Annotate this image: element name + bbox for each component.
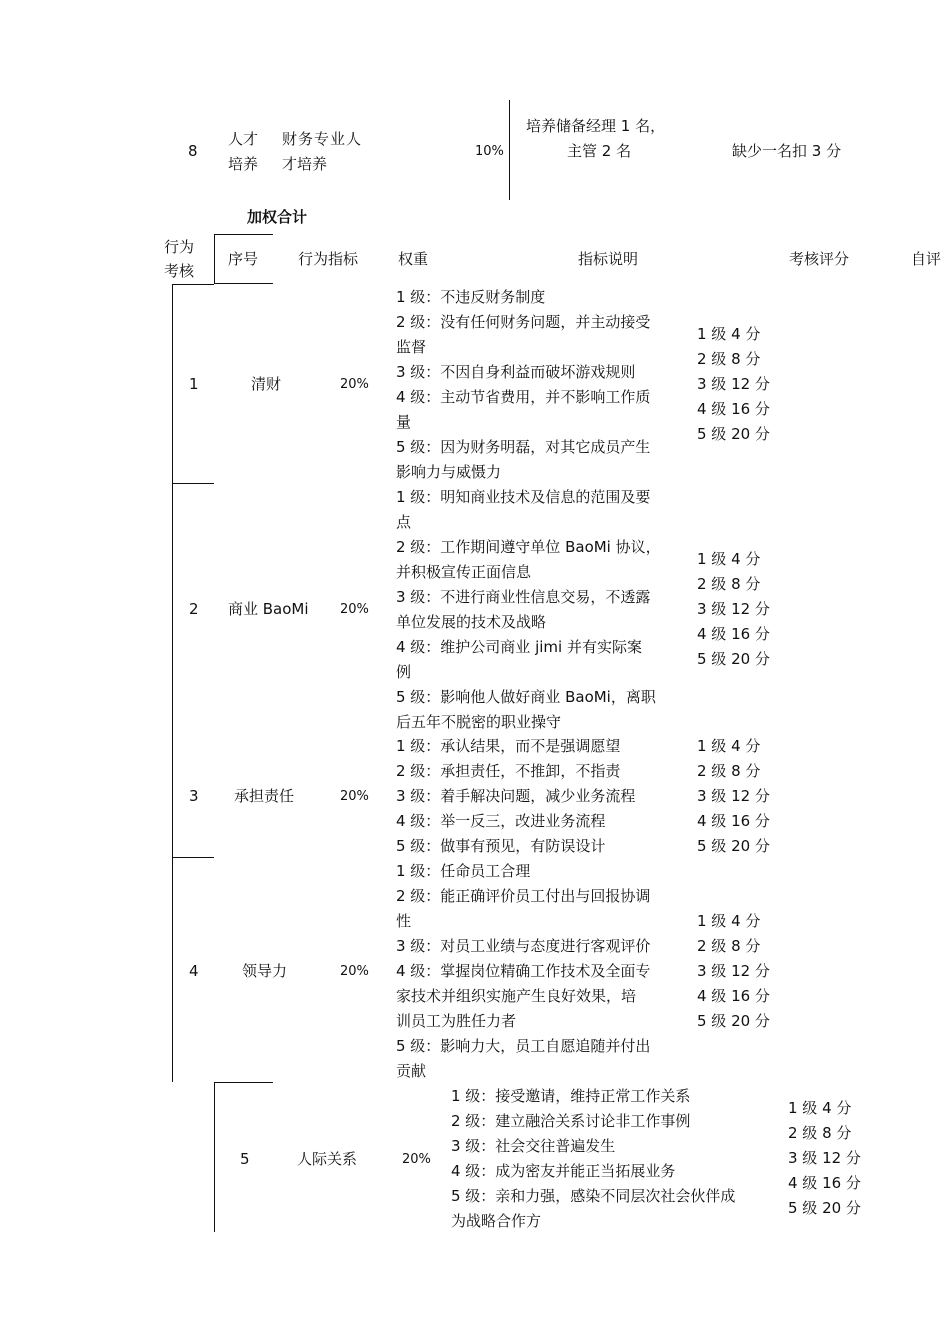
row3-desc-line: 3 级：着手解决问题，减少业务流程 bbox=[396, 787, 636, 805]
row4-scores bbox=[697, 909, 770, 1034]
header-seq: 序号 bbox=[228, 250, 259, 268]
header-self-eval: 自评 bbox=[911, 250, 942, 268]
row4-desc-line: 贡献 bbox=[396, 1062, 427, 1080]
row3-weight: 20% bbox=[340, 789, 369, 804]
row5-desc-line: 2 级：建立融洽关系讨论非工作事例 bbox=[451, 1112, 691, 1130]
row2-desc-line: 单位发展的技术及战略 bbox=[396, 613, 547, 631]
row2-scores bbox=[697, 547, 770, 672]
row5-weight: 20% bbox=[402, 1152, 431, 1167]
row8-category-line1: 人才 bbox=[228, 130, 259, 148]
row1-weight: 20% bbox=[340, 377, 369, 392]
row4-score-line: 5 级 20 分 bbox=[697, 1012, 770, 1030]
row5-desc-line: 4 级：成为密友并能正当拓展业务 bbox=[451, 1162, 676, 1180]
row8-penalty: 缺少一名扣 3 分 bbox=[732, 142, 842, 160]
row4-indicator: 领导力 bbox=[242, 962, 288, 980]
row1-score-line: 5 级 20 分 bbox=[697, 425, 770, 443]
row2-score-line: 2 级 8 分 bbox=[697, 575, 761, 593]
row3-desc-line: 5 级：做事有预见，有防误设计 bbox=[396, 837, 606, 855]
header-indicator: 行为指标 bbox=[298, 250, 359, 268]
row1-number: 1 bbox=[189, 375, 199, 393]
row5-score-line: 3 级 12 分 bbox=[788, 1149, 861, 1167]
row2-desc-line: 后五年不脱密的职业操守 bbox=[396, 713, 562, 731]
row4-desc-line: 3 级：对员工业绩与态度进行客观评价 bbox=[396, 937, 651, 955]
row1-desc-line: 监督 bbox=[396, 338, 427, 356]
row2-desc-line: 5 级：影响他人做好商业 BaoMi，离职 bbox=[396, 688, 656, 706]
row4-desc-line: 4 级：掌握岗位精确工作技术及全面专 bbox=[396, 962, 651, 980]
row5-desc-line: 1 级：接受邀请，维持正常工作关系 bbox=[451, 1087, 691, 1105]
row3-score-line: 5 级 20 分 bbox=[697, 837, 770, 855]
section-label-line1: 行为 bbox=[164, 238, 195, 256]
row3-indicator: 承担责任 bbox=[234, 787, 295, 805]
row3-score-line: 3 级 12 分 bbox=[697, 787, 770, 805]
row1-desc-line: 影响力与威慑力 bbox=[396, 463, 502, 481]
row3-score-line: 4 级 16 分 bbox=[697, 812, 770, 830]
header-bottom-border bbox=[214, 283, 273, 284]
row1-desc-line: 2 级：没有任何财务问题，并主动接受 bbox=[396, 313, 651, 331]
row2-score-line: 3 级 12 分 bbox=[697, 600, 770, 618]
row2-score-line: 5 级 20 分 bbox=[697, 650, 770, 668]
header-description: 指标说明 bbox=[578, 250, 639, 268]
row1-scores bbox=[697, 322, 770, 447]
row5-desc-line: 为战略合作方 bbox=[451, 1212, 542, 1230]
weighted-total-label: 加权合计 bbox=[247, 208, 308, 226]
row2-desc-line: 点 bbox=[396, 513, 412, 531]
row2-desc-line: 2 级：工作期间遵守单位 BaoMi 协议， bbox=[396, 538, 661, 556]
row2-number: 2 bbox=[189, 600, 199, 618]
header-weight: 权重 bbox=[398, 250, 429, 268]
header-left-border bbox=[214, 234, 215, 284]
row5-score-line: 4 级 16 分 bbox=[788, 1174, 861, 1192]
row1-score-line: 1 级 4 分 bbox=[697, 325, 761, 343]
section-top-border bbox=[172, 284, 214, 285]
row3-score-line: 1 级 4 分 bbox=[697, 737, 761, 755]
row5-desc-line: 5 级：亲和力强，感染不同层次社会伙伴成 bbox=[451, 1187, 736, 1205]
row4-desc-line: 5 级：影响力大，员工自愿追随并付出 bbox=[396, 1037, 651, 1055]
row4-weight: 20% bbox=[340, 964, 369, 979]
row8-number: 8 bbox=[188, 142, 198, 160]
row2-indicator: 商业 BaoMi bbox=[228, 600, 309, 618]
row2-score-line: 1 级 4 分 bbox=[697, 550, 761, 568]
row2-description bbox=[396, 485, 661, 735]
row1-desc-line: 5 级：因为财务明磊，对其它成员产生 bbox=[396, 438, 651, 456]
row4-score-line: 2 级 8 分 bbox=[697, 937, 761, 955]
row4-desc-line: 性 bbox=[396, 912, 412, 930]
header-scoring: 考核评分 bbox=[789, 250, 850, 268]
row-divider-1 bbox=[172, 483, 214, 484]
row5-description bbox=[451, 1084, 735, 1234]
section-label-line2: 考核 bbox=[164, 262, 195, 280]
row8-divider bbox=[509, 100, 510, 200]
row2-desc-line: 并积极宣传正面信息 bbox=[396, 563, 532, 581]
row5-left-border bbox=[214, 1082, 215, 1232]
row8-name-line1: 财务专业人 bbox=[282, 130, 363, 148]
row8-target-line1: 培养储备经理 1 名， bbox=[526, 117, 666, 135]
row4-score-line: 1 级 4 分 bbox=[697, 912, 761, 930]
row1-score-line: 3 级 12 分 bbox=[697, 375, 770, 393]
row4-desc-line: 2 级：能正确评价员工付出与回报协调 bbox=[396, 887, 651, 905]
row-divider-3 bbox=[172, 857, 214, 858]
row5-score-line: 1 级 4 分 bbox=[788, 1099, 852, 1117]
row4-desc-line: 1 级：任命员工合理 bbox=[396, 862, 531, 880]
row3-desc-line: 4 级：举一反三，改进业务流程 bbox=[396, 812, 606, 830]
row4-description bbox=[396, 859, 650, 1084]
row5-indicator: 人际关系 bbox=[297, 1150, 358, 1168]
row2-desc-line: 4 级：维护公司商业 jimi 并有实际案 bbox=[396, 638, 642, 656]
row1-score-line: 2 级 8 分 bbox=[697, 350, 761, 368]
row5-score-line: 2 级 8 分 bbox=[788, 1124, 852, 1142]
row4-desc-line: 训员工为胜任力者 bbox=[396, 1012, 517, 1030]
row1-score-line: 4 级 16 分 bbox=[697, 400, 770, 418]
row4-desc-line: 家技术并组织实施产生良好效果，培 bbox=[396, 987, 637, 1005]
row3-desc-line: 1 级：承认结果，而不是强调愿望 bbox=[396, 737, 621, 755]
row1-description bbox=[396, 285, 650, 485]
row3-number: 3 bbox=[189, 787, 199, 805]
row2-desc-line: 1 级：明知商业技术及信息的范围及要 bbox=[396, 488, 651, 506]
row8-category-line2: 培养 bbox=[228, 155, 259, 173]
row3-desc-line: 2 级：承担责任，不推卸，不指责 bbox=[396, 762, 621, 780]
row1-desc-line: 4 级：主动节省费用，并不影响工作质 bbox=[396, 388, 651, 406]
header-top-border bbox=[214, 234, 273, 235]
row8-target-line2: 主管 2 名 bbox=[567, 142, 632, 160]
row2-desc-line: 例 bbox=[396, 663, 412, 681]
section-left-border bbox=[172, 284, 173, 1082]
row5-desc-line: 3 级：社会交往普遍发生 bbox=[451, 1137, 616, 1155]
row5-scores bbox=[788, 1096, 861, 1221]
row3-scores bbox=[697, 734, 770, 859]
row3-score-line: 2 级 8 分 bbox=[697, 762, 761, 780]
row1-indicator: 清财 bbox=[251, 375, 282, 393]
row1-desc-line: 3 级：不因自身利益而破坏游戏规则 bbox=[396, 363, 636, 381]
row8-name-line2: 才培养 bbox=[282, 155, 328, 173]
row2-weight: 20% bbox=[340, 602, 369, 617]
row1-desc-line: 量 bbox=[396, 413, 412, 431]
row5-top-border bbox=[214, 1082, 273, 1083]
row3-description bbox=[396, 734, 635, 859]
row1-desc-line: 1 级：不违反财务制度 bbox=[396, 288, 546, 306]
row2-desc-line: 3 级：不进行商业性信息交易，不透露 bbox=[396, 588, 651, 606]
row5-number: 5 bbox=[240, 1150, 250, 1168]
row5-score-line: 5 级 20 分 bbox=[788, 1199, 861, 1217]
row2-score-line: 4 级 16 分 bbox=[697, 625, 770, 643]
row8-weight: 10% bbox=[475, 144, 504, 159]
row4-score-line: 3 级 12 分 bbox=[697, 962, 770, 980]
row4-number: 4 bbox=[189, 962, 199, 980]
row4-score-line: 4 级 16 分 bbox=[697, 987, 770, 1005]
